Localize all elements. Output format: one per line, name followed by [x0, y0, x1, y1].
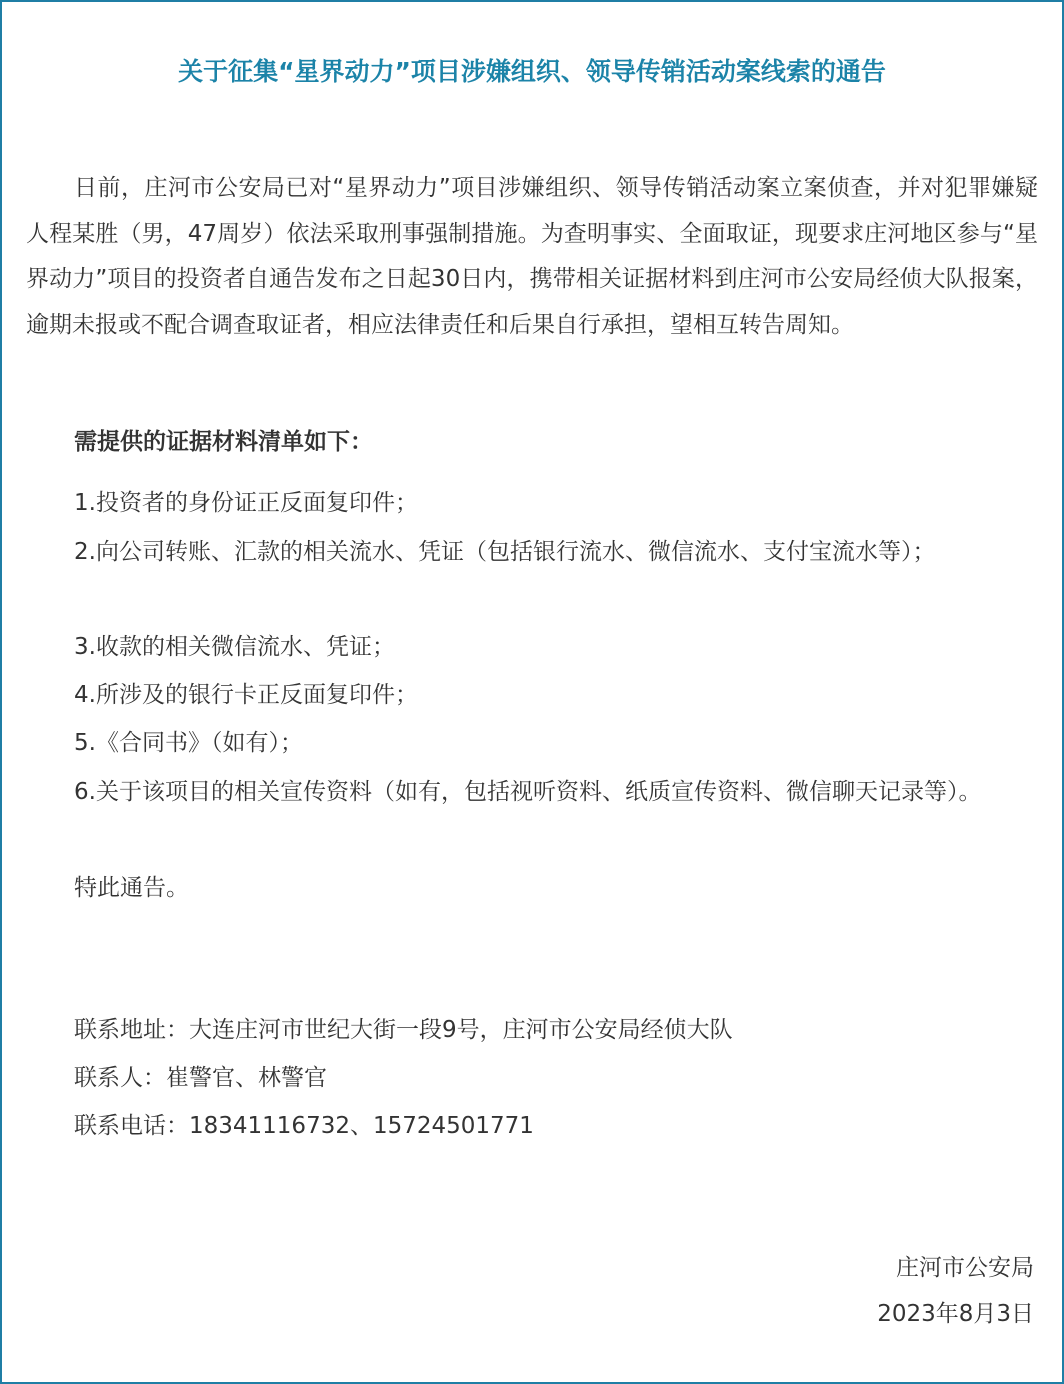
contact-persons: 联系人：崔警官、林警官	[74, 1065, 327, 1091]
issue-date: 2023年8月3日	[877, 1301, 1034, 1327]
closing-text: 特此通告。	[74, 875, 189, 901]
intro-paragraph: 日前，庄河市公安局已对“星界动力”项目涉嫌组织、领导传销活动案立案侦查，并对犯罪嫌疑人程某胜（男，47周岁）依法采取刑事强制措施。为查明事实、全面取证，现要求庄河地区参与“星界动力”项目的投资者自通告发布之日起30日内，携带相关证据材料到庄河市公安局经侦大队报案，逾期未报或不配合调查取证者，相应法律责任和后果自行承担，望相互转告周知。	[26, 175, 1038, 338]
contact-address: 联系地址：大连庄河市世纪大街一段9号，庄河市公安局经侦大队	[74, 1017, 733, 1043]
list-item-2: 2.向公司转账、汇款的相关流水、凭证（包括银行流水、微信流水、支付宝流水等）；	[74, 539, 936, 565]
notice-title: 关于征集“星界动力”项目涉嫌组织、领导传销活动案线索的通告	[178, 57, 886, 86]
list-heading: 需提供的证据材料清单如下：	[74, 429, 373, 455]
list-item-1: 1.投资者的身份证正反面复印件；	[74, 490, 418, 516]
list-item-6: 6.关于该项目的相关宣传资料（如有，包括视听资料、纸质宣传资料、微信聊天记录等）。	[74, 779, 982, 805]
list-item-4: 4.所涉及的银行卡正反面复印件；	[74, 682, 418, 708]
issuer-name: 庄河市公安局	[896, 1255, 1034, 1281]
list-item-3: 3.收款的相关微信流水、凭证；	[74, 634, 395, 660]
contact-phone: 联系电话：18341116732、15724501771	[74, 1113, 534, 1139]
list-item-5: 5.《合同书》（如有）；	[74, 730, 303, 756]
